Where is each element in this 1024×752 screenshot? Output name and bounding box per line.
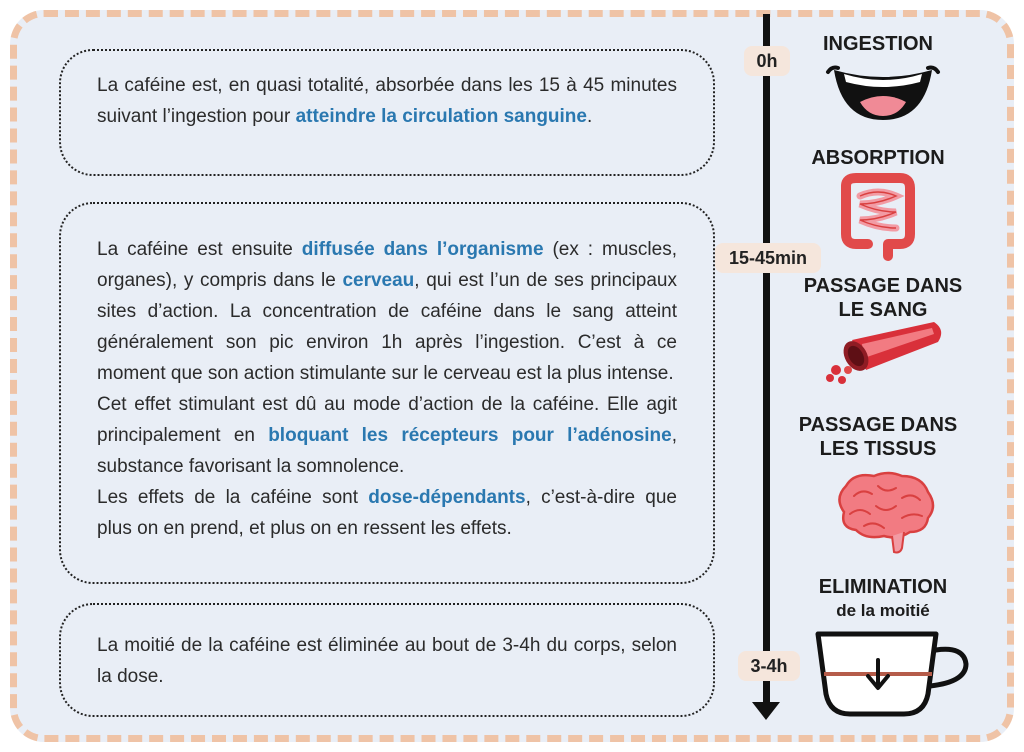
time-label-3-4h: 3-4h	[738, 651, 800, 681]
step-tissus-label-1: PASSAGE DANS	[798, 414, 958, 436]
timeline-axis	[763, 14, 770, 706]
step-tissus-label-2: LES TISSUS	[819, 438, 937, 460]
step-elimination-label: ELIMINATION	[818, 576, 948, 598]
ingestion-text: La caféine est, en quasi totalité, absorbée dans les 15 à 45 minutes suivant l’ingestion pour	[97, 75, 677, 127]
time-label-0h: 0h	[744, 46, 790, 76]
mouth-icon	[828, 62, 938, 122]
blood-vessel-icon	[822, 320, 946, 386]
step-absorption-label: ABSORPTION	[811, 147, 945, 169]
dose-paragraph	[97, 482, 677, 544]
highlight-dose: dose-dépendants	[368, 487, 526, 508]
highlight-cerveau: cerveau	[342, 270, 415, 291]
elimination-text-box	[59, 603, 715, 717]
diffusion-paragraph	[97, 234, 677, 389]
highlight-adenosine: bloquant les récepteurs pour l’adénosine	[268, 425, 672, 446]
ingestion-text-box	[59, 49, 715, 176]
mechanism-paragraph	[97, 389, 677, 482]
ingestion-text-end: .	[586, 106, 593, 127]
diffusion-text-1: La caféine est ensuite	[97, 239, 302, 260]
timeline-arrow-icon	[752, 702, 780, 720]
cup-icon	[812, 630, 972, 720]
step-sang-label-1: PASSAGE DANS	[803, 275, 963, 297]
diffusion-text-2: (ex : muscles, organes), y compris dans le	[97, 239, 677, 291]
brain-icon	[830, 470, 938, 556]
dose-text-2: , c’est-à-dire que plus on en prend, et plus on en ressent les effets.	[97, 487, 677, 539]
diffusion-text-box	[59, 202, 715, 584]
step-elimination-sublabel: de la moitié	[836, 601, 930, 620]
intestine-icon	[838, 174, 918, 258]
diffusion-text-3: , qui est l’un de ses principaux sites d’action. La concentration de caféine dans le sang atteint généralement son pic environ 1h après l’ingestion. C’est à ce moment que son action stimulante sur le cerveau est la plus intense.	[97, 270, 677, 384]
elimination-text: La moitié de la caféine est éliminée au bout de 3-4h du corps, selon la dose.	[97, 635, 677, 687]
dose-text-1: Les effets de la caféine sont	[97, 487, 369, 508]
step-ingestion-label: INGESTION	[822, 33, 933, 55]
step-sang-label-2: LE SANG	[838, 299, 928, 321]
ingestion-paragraph	[97, 70, 677, 132]
time-label-15-45min: 15-45min	[715, 243, 821, 273]
highlight-circulation: atteindre la circulation sanguine	[295, 106, 587, 127]
highlight-diffusion: diffusée dans l’organisme	[301, 239, 544, 260]
mechanism-text-1: Cet effet stimulant est dû au mode d’action de la caféine. Elle agit principalement en	[97, 394, 677, 446]
elimination-paragraph	[97, 630, 677, 692]
mechanism-text-2: , substance favorisant la somnolence.	[97, 425, 677, 477]
